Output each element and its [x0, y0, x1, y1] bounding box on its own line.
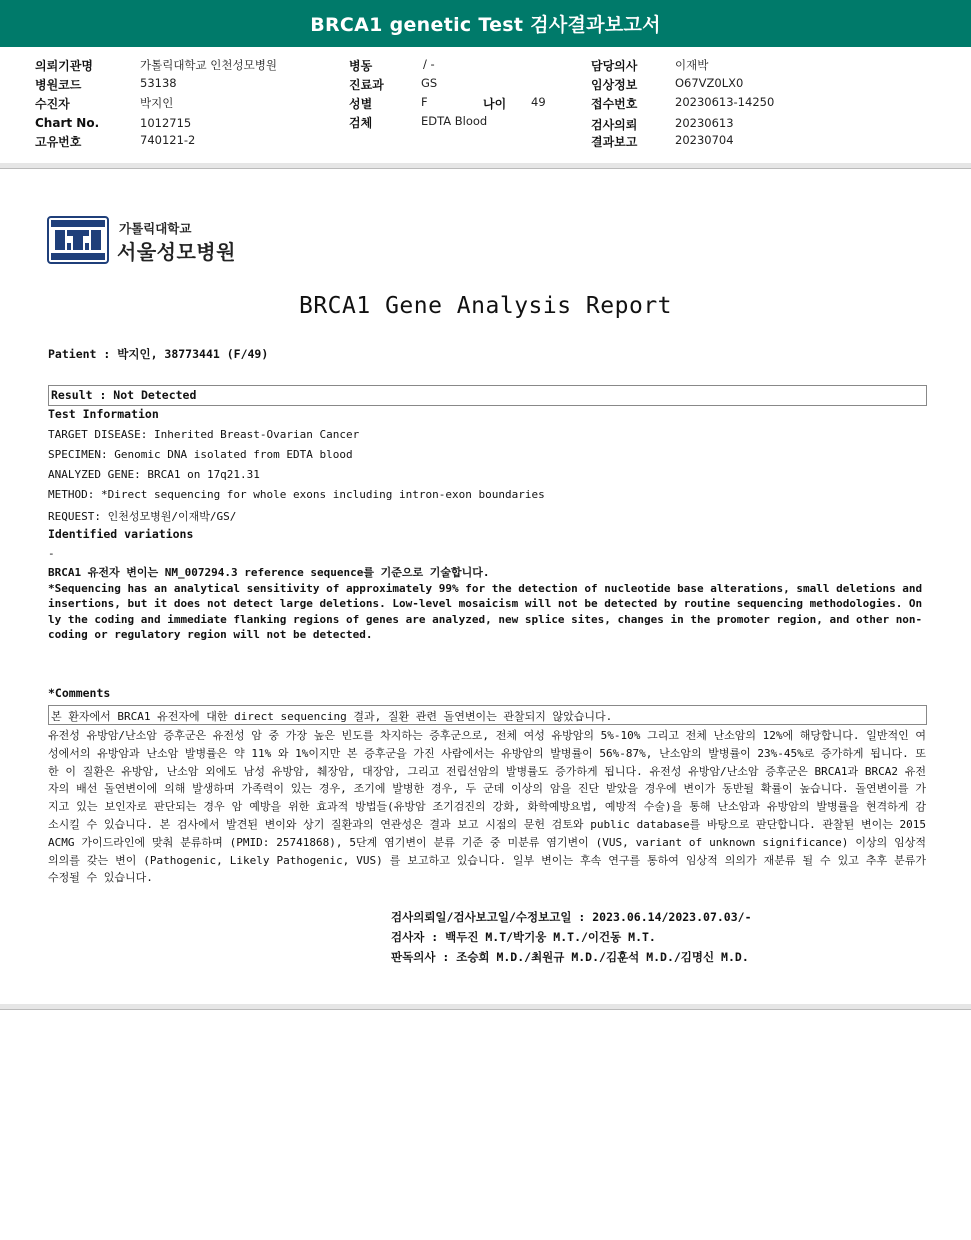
- analyzed-gene: ANALYZED GENE: BRCA1 on 17q21.31: [48, 468, 260, 481]
- footer-divider: [0, 1004, 971, 1010]
- sequencing-notes: BRCA1 유전자 변이는 NM_007294.3 reference sequence를 기준으로 기술합니다. *Sequencing has an analytical sensitivity of approximately 99% for the detection of nucleotide base alterations, small deletions and insertions, but it does not detect large deletions. Low-level mosaicism will not be detected by routine sequencing methodologies. Only the coding and immediate flanking regions of genes are analyzed, new splice sites, changes in the promoter region, and other non-coding or regulatory region will not be detected.: [48, 566, 923, 642]
- department-label: 진료과: [349, 78, 384, 92]
- attending-doctor-value: 이재박: [675, 58, 709, 72]
- request-date-value: 20230613: [675, 116, 734, 130]
- reading-doctors: 판독의사 : 조승희 M.D./최원규 M.D./김훈석 M.D./김명신 M.D.: [391, 950, 749, 964]
- identified-variations-value: -: [48, 547, 55, 560]
- specimen-line: SPECIMEN: Genomic DNA isolated from EDTA blood: [48, 448, 353, 461]
- chart-no-label: Chart No.: [35, 116, 100, 130]
- hospital-code-value: 53138: [140, 76, 177, 90]
- specimen-value: EDTA Blood: [421, 114, 488, 128]
- comment-summary-text: 본 환자에서 BRCA1 유전자에 대한 direct sequencing 결과, 질환 관련 돌연변이는 관찰되지 않았습니다.: [51, 710, 613, 723]
- chart-no-value: 1012715: [140, 116, 192, 130]
- ward-value: / -: [423, 57, 435, 71]
- referring-institution-label: 의뢰기관명: [35, 59, 93, 73]
- clinical-info-label: 임상정보: [591, 78, 638, 92]
- request-date-label: 검사의뢰: [591, 118, 638, 132]
- report-dates: 검사의뢰일/검사보고일/수정보고일 : 2023.06.14/2023.07.03/-: [391, 910, 752, 924]
- result-text: Result : Not Detected: [51, 388, 197, 402]
- attending-doctor-label: 담당의사: [591, 59, 638, 73]
- report-date-label: 결과보고: [591, 135, 638, 149]
- sex-value: F: [421, 95, 428, 109]
- comment-body: 유전성 유방암/난소암 증후군은 유전성 암 중 가장 높은 빈도를 차지하는 증후군으로, 전체 여성 유방암의 5%-10% 그리고 전체 난소암의 12%에 해당합니다. 일반적인 여성에서의 유방암과 난소암 발병률은 약 11% 와 1%이지만 본 증후군을 가진 사람에서는 유방암의 발병률이 56%-87%, 난소암의 발병률이 23%-45%로 증가하게 됩니다. 또한 이 질환은 유방암, 난소암 외에도 남성 유방암, 췌장암, 대장암, 그리고 전립선암의 발병률도 증가하게 됩니다. 유전성 유방암/난소암 증후군은 BRCA1과 BRCA2 유전자의 배선 돌연변이에 의해 발생하며 가족력이 있는 경우, 조기에 발병한 경우, 두 군데 이상의 암을 진단 받았을 경우에 변이가 동반될 확률이 높습니다. 돌연변이를 가지고 있는 보인자로 판단되는 경우 암 예방을 위한 효과적 방법들(유방암 조기검진의 강화, 화학예방요법, 예방적 수술)을 통해 난소암과 유방암의 발병률을 현격하게 감소시킬 수 있습니다. 본 검사에서 발견된 변이와 상기 질환과의 연관성은 결과 보고 시점의 문헌 검토와 public database를 바탕으로 판단합니다. 관찰된 변이는 2015 ACMG 가이드라인에 맞춰 분류하며 (PMID: 25741868), 5단계 염기변이 분류 기준 중 미분류 염기변이 (VUS, variant of unknown significance) 이상의 임상적 의의를 갖는 변이 (Pathogenic, Likely Pathogenic, VUS) 를 보고하고 있습니다. 일부 변이는 후속 연구를 통하여 임상적 의의가 재분류 될 수 있고 추후 분류가 수정될 수 있습니다.: [48, 729, 926, 885]
- report-date-value: 20230704: [675, 133, 734, 147]
- unique-id-label: 고유번호: [35, 135, 82, 149]
- request-line: REQUEST: 인천성모병원/이재박/GS/: [48, 510, 237, 523]
- patient-line: Patient : 박지인, 38773441 (F/49): [48, 347, 269, 361]
- accession-no-value: 20230613-14250: [675, 95, 775, 109]
- test-info-heading: Test Information: [48, 407, 159, 421]
- patient-name-value: 박지인: [140, 96, 174, 110]
- unique-id-value: 740121-2: [140, 133, 196, 147]
- ward-label: 병동: [349, 59, 373, 73]
- examiners: 검사자 : 백두진 M.T/박기웅 M.T./이건동 M.T.: [391, 930, 656, 944]
- referring-institution-value: 가톨릭대학교 인천성모병원: [140, 58, 277, 72]
- identified-variations-heading: Identified variations: [48, 527, 194, 541]
- hospital-code-label: 병원코드: [35, 78, 82, 92]
- accession-no-label: 접수번호: [591, 97, 638, 111]
- specimen-label: 검체: [349, 116, 373, 130]
- age-label: 나이: [483, 97, 507, 111]
- method-line: METHOD: *Direct sequencing for whole exons including intron-exon boundaries: [48, 488, 545, 501]
- department-value: GS: [421, 76, 438, 90]
- hospital-logo-icon: [47, 216, 109, 264]
- clinical-info-value: O67VZ0LX0: [675, 76, 744, 90]
- patient-name-label: 수진자: [35, 97, 70, 111]
- comment-summary-box: [48, 705, 927, 725]
- logo-hospital-name: 서울성모병원: [117, 240, 236, 264]
- report-title: BRCA1 Gene Analysis Report: [298, 293, 673, 319]
- result-box: [48, 385, 927, 406]
- target-disease: TARGET DISEASE: Inherited Breast-Ovarian Cancer: [48, 428, 360, 441]
- age-value: 49: [531, 95, 546, 109]
- report-header-title: BRCA1 genetic Test 검사결과보고서: [0, 0, 971, 47]
- header-divider: [0, 163, 971, 169]
- sex-label: 성별: [349, 97, 373, 111]
- logo-university-name: 가톨릭대학교: [119, 221, 192, 236]
- comments-heading: *Comments: [48, 686, 111, 700]
